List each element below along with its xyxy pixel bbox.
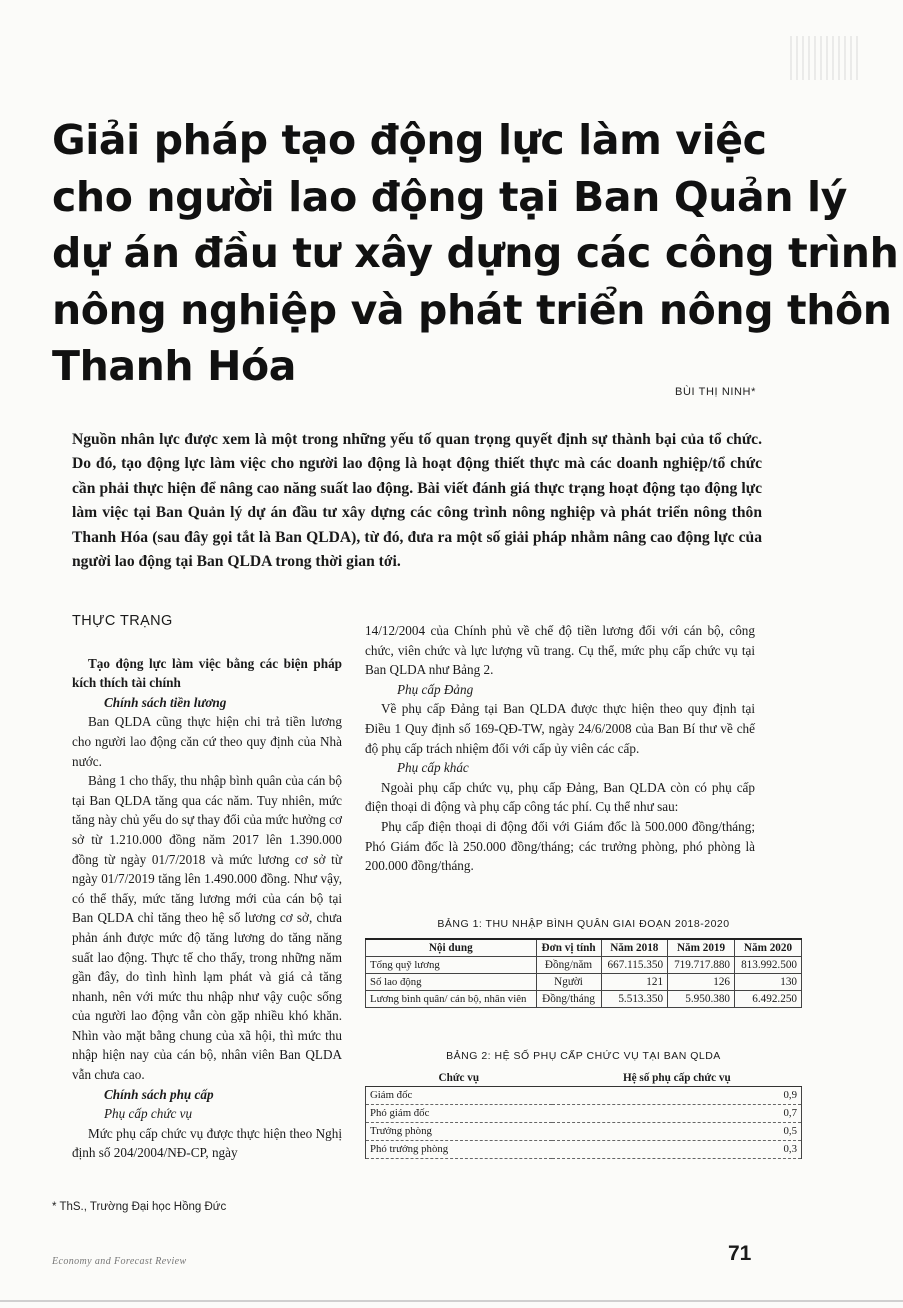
article-title (52, 112, 899, 395)
table-cell: 813.992.500 (735, 957, 802, 974)
column-header: Hệ số phụ cấp chức vụ (552, 1070, 801, 1087)
section-heading: THỰC TRẠNG (72, 613, 173, 629)
subheading-financial: Tạo động lực làm việc bằng các biện pháp kích thích tài chính (72, 655, 342, 691)
table-1-caption: BẢNG 1: THU NHẬP BÌNH QUÂN GIAI ĐOẠN 2018-2020 (437, 918, 730, 930)
table-cell: 126 (668, 974, 735, 991)
table-row (366, 1141, 802, 1159)
table-row (366, 1123, 802, 1141)
table-cell: 6.492.250 (735, 991, 802, 1008)
column-header: Năm 2019 (668, 939, 735, 957)
paragraph: Phụ cấp điện thoại di động đối với Giám đốc là 500.000 đồng/tháng; Phó Giám đốc là 250.000 đồng/tháng; các trưởng phòng, phó phòng là 200.000 đồng/tháng. (365, 818, 755, 874)
title-line: cho người lao động tại Ban Quản lý (52, 172, 847, 221)
table-cell: 0,9 (552, 1087, 801, 1105)
title-line: Thanh Hóa (52, 342, 297, 390)
paragraph: Bảng 1 cho thấy, thu nhập bình quân của cán bộ tại Ban QLDA tăng qua các năm. Tuy nhiên, mức tăng này chủ yếu do sự thay đổi của mức hưởng cơ sở từ 1.210.000 đồng năm 2017 lên 1.390.000 đồng từ ngày 01/7/2018 và mức lương cơ sở từ ngày 01/7/2019 tăng lên 1.490.000 đồng. Như vậy, có thể thấy, mức tăng lương mới của cán bộ tại Ban QLDA chỉ tăng theo hệ số lương cơ sở, chưa phản ánh được mức độ tăng lương do tăng năng suất lao động. Thực tế cho thấy, trong những năm gần đây, do tình hình lạm phát và giá cả tăng nhanh, nên với mức thu nhập như vậy cuộc sống của người lao động vẫn còn gặp nhiều khó khăn. Nhìn vào mặt bằng chung của xã hội, thì mức thu nhập hiện nay của cán bộ, nhân viên Ban QLDA vẫn chưa cao. (72, 773, 342, 1083)
column-header: Năm 2018 (601, 939, 668, 957)
table-cell: 0,5 (552, 1123, 801, 1141)
table-cell: Số lao động (366, 974, 537, 991)
table-row (366, 1087, 802, 1105)
table-header-row (366, 939, 802, 957)
paragraph: Ngoài phụ cấp chức vụ, phụ cấp Đảng, Ban QLDA còn có phụ cấp điện thoại di động và phụ cấp công tác phí. Cụ thể như sau: (365, 779, 755, 815)
abstract: Nguồn nhân lực được xem là một trong những yếu tố quan trọng quyết định sự thành bại của tổ chức. Do đó, tạo động lực làm việc cho người lao động là hoạt động thiết thực mà các doanh nghiệp/tổ chức cần phải thực hiện để nâng cao năng suất lao động. Bài viết đánh giá thực trạng hoạt động tạo động lực làm việc tại Ban Quản lý dự án đầu tư xây dựng các công trình nông nghiệp và phát triển nông thôn Thanh Hóa (sau đây gọi tắt là Ban QLDA), từ đó, đưa ra một số giải pháp nhằm nâng cao động lực của người lao động tại Ban QLDA trong thời gian tới. (72, 431, 762, 571)
table-cell: 121 (601, 974, 668, 991)
table-cell: Người (536, 974, 601, 991)
author-footnote: * ThS., Trường Đại học Hồng Đức (52, 1201, 227, 1213)
table-row (366, 991, 802, 1008)
table-row (366, 957, 802, 974)
table-cell: 719.717.880 (668, 957, 735, 974)
other-allowance-heading: Phụ cấp khác (397, 760, 469, 776)
paragraph: Ban QLDA cũng thực hiện chi trả tiền lương cho người lao động căn cứ theo quy định của Nhà nước. (72, 714, 342, 769)
column-header: Nội dung (366, 939, 537, 957)
table-row (366, 974, 802, 991)
table-cell: Phó giám đốc (366, 1105, 553, 1123)
party-allowance-heading: Phụ cấp Đảng (397, 681, 474, 697)
column-header: Đơn vị tính (536, 939, 601, 957)
income-table (365, 938, 802, 1008)
page-edge-rule (0, 1300, 903, 1302)
title-line: nông nghiệp và phát triển nông thôn (52, 285, 892, 334)
allowance-policy-heading: Chính sách phụ cấp (104, 1086, 214, 1102)
table-cell: 5.513.350 (601, 991, 668, 1008)
position-allowance-heading: Phụ cấp chức vụ (104, 1106, 193, 1122)
table-header-row (366, 1070, 802, 1087)
table-cell: Lương bình quân/ cán bộ, nhân viên (366, 991, 537, 1008)
left-column (72, 612, 342, 1163)
table-cell: 5.950.380 (668, 991, 735, 1008)
table-cell: 130 (735, 974, 802, 991)
salary-policy-heading: Chính sách tiền lương (104, 694, 227, 710)
paragraph: Mức phụ cấp chức vụ được thực hiện theo Nghị định số 204/2004/NĐ-CP, ngày (72, 1125, 342, 1161)
table-cell: Tổng quỹ lương (366, 957, 537, 974)
title-line: Giải pháp tạo động lực làm việc (52, 116, 767, 164)
table-cell: Đồng/năm (536, 957, 601, 974)
page-number: 71 (728, 1242, 752, 1265)
table-cell: Giám đốc (366, 1087, 553, 1105)
table-cell: 667.115.350 (601, 957, 668, 974)
table-cell: 0,7 (552, 1105, 801, 1123)
author-name: BÙI THỊ NINH* (675, 386, 756, 398)
table-cell: Phó trưởng phòng (366, 1141, 553, 1159)
title-line: dự án đầu tư xây dựng các công trình (52, 229, 899, 277)
table-row (366, 1105, 802, 1123)
journal-name: Economy and Forecast Review (52, 1256, 187, 1267)
right-column (365, 621, 755, 876)
table-cell: 0,3 (552, 1141, 801, 1159)
scan-artifact (790, 36, 860, 80)
table-cell: Đồng/tháng (536, 991, 601, 1008)
paragraph: Về phụ cấp Đảng tại Ban QLDA được thực hiện theo quy định tại Điều 1 Quy định số 169-QĐ-TW, ngày 24/6/2008 của Ban Bí thư về chế độ phụ cấp trách nhiệm đối với cấp ủy viên các cấp. (365, 701, 755, 756)
paragraph: 14/12/2004 của Chính phủ về chế độ tiền lương đối với cán bộ, công chức, viên chức và lực lượng vũ trang. Cụ thể, mức phụ cấp chức vụ tại Ban QLDA như Bảng 2. (365, 623, 755, 678)
table-cell: Trưởng phòng (366, 1123, 553, 1141)
allowance-coefficient-table (365, 1070, 802, 1159)
column-header: Năm 2020 (735, 939, 802, 957)
table-2-caption: BẢNG 2: HỆ SỐ PHỤ CẤP CHỨC VỤ TẠI BAN QLDA (446, 1050, 721, 1062)
column-header: Chức vụ (366, 1070, 553, 1087)
